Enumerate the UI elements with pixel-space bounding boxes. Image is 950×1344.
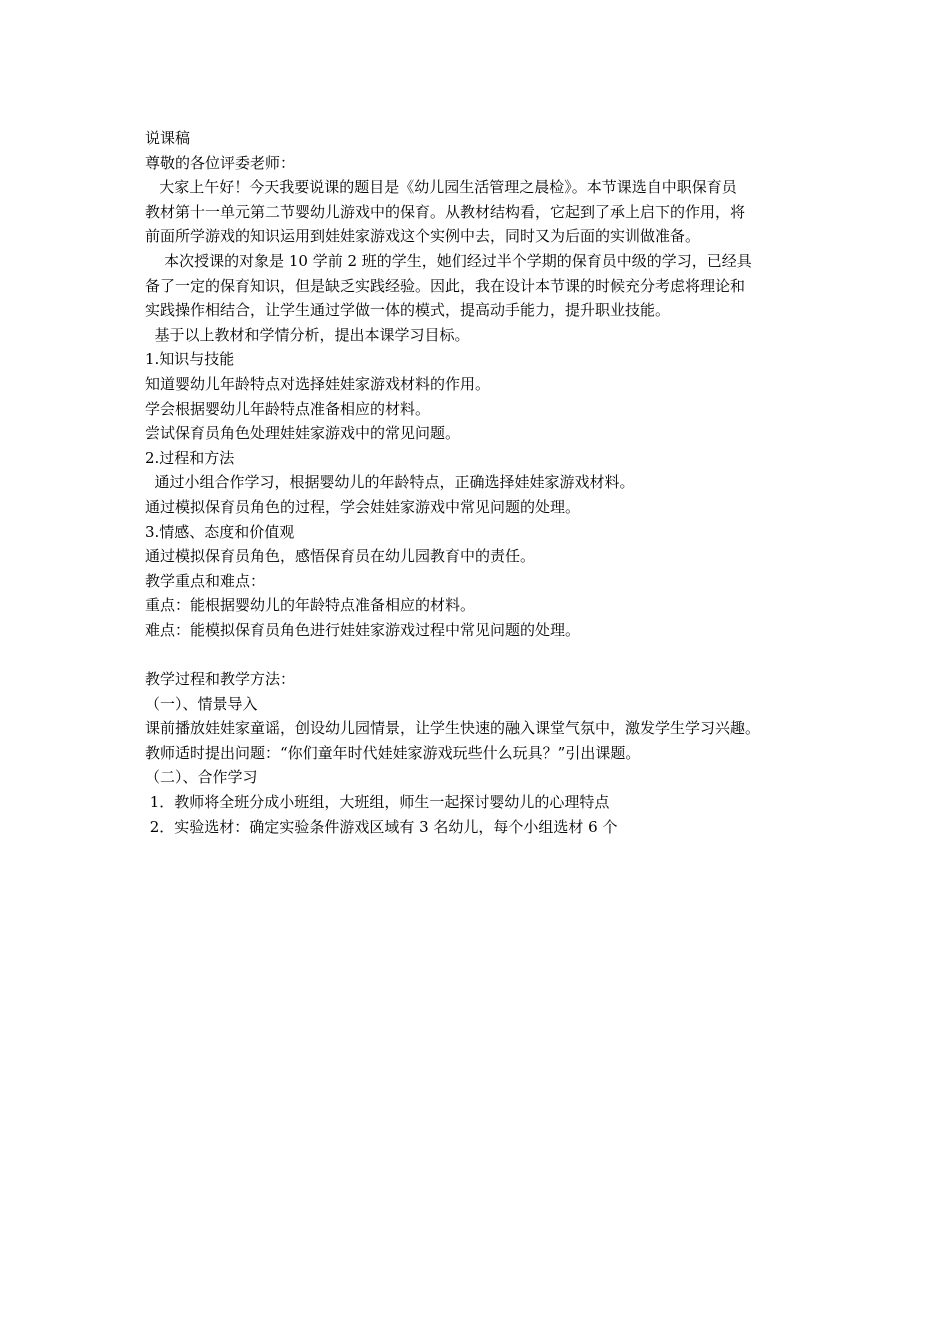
document-title: 说课稿: [145, 129, 191, 147]
paragraph-line: 课前播放娃娃家童谣，创设幼儿园情景，让学生快速的融入课堂气氛中，激发学生学习兴趣。: [145, 719, 761, 738]
paragraph-line: 教师适时提出问题：“你们童年时代娃娃家游戏玩些什么玩具？”引出课题。: [145, 743, 641, 762]
section-heading: 2.过程和方法: [145, 448, 235, 467]
list-item: 知道婴幼儿年龄特点对选择娃娃家游戏材料的作用。: [145, 374, 491, 393]
paragraph-line: 基于以上教材和学情分析，提出本课学习目标。: [145, 325, 470, 344]
list-item: 重点：能根据婴幼儿的年龄特点准备相应的材料。: [145, 596, 476, 615]
paragraph-line: 实践操作相结合，让学生通过学做一体的模式，提高动手能力，提升职业技能。: [145, 301, 671, 320]
paragraph-line: 前面所学游戏的知识运用到娃娃家游戏这个实例中去，同时又为后面的实训做准备。: [145, 227, 701, 246]
paragraph-line: 教材第十一单元第二节婴幼儿游戏中的保育。从教材结构看，它起到了承上启下的作用，将: [145, 202, 746, 221]
subsection-heading: （一）、情景导入: [145, 694, 258, 713]
blank-line: [145, 642, 810, 667]
list-item: 通过模拟保育员角色，感悟保育员在幼儿园教育中的责任。: [145, 547, 536, 566]
section-heading: 教学过程和教学方法：: [145, 670, 296, 689]
list-item: 尝试保育员角色处理娃娃家游戏中的常见问题。: [145, 424, 461, 443]
list-item: 难点：能模拟保育员角色进行娃娃家游戏过程中常见问题的处理。: [145, 620, 581, 639]
list-item: 通过模拟保育员角色的过程，学会娃娃家游戏中常见问题的处理。: [145, 497, 581, 516]
list-item: 学会根据婴幼儿年龄特点准备相应的材料。: [145, 399, 431, 418]
list-item: 通过小组合作学习，根据婴幼儿的年龄特点，正确选择娃娃家游戏材料。: [145, 473, 635, 492]
document-body: [145, 126, 810, 839]
paragraph-line: 本次授课的对象是 10 学前 2 班的学生，她们经过半个学期的保育员中级的学习，已经具: [145, 251, 752, 270]
paragraph-line: 大家上午好！今天我要说课的题目是《幼儿园生活管理之晨检》。本节课选自中职保育员: [145, 178, 737, 197]
subsection-heading: （二）、合作学习: [145, 768, 258, 787]
list-item: 1．教师将全班分成小班组，大班组，师生一起探讨婴幼儿的心理特点: [145, 793, 610, 812]
salutation: 尊敬的各位评委老师：: [145, 153, 296, 172]
section-heading: 3.情感、态度和价值观: [145, 522, 295, 541]
list-item: 2．实验选材：确定实验条件游戏区域有 3 名幼儿，每个小组选材 6 个: [145, 817, 618, 836]
section-heading: 1.知识与技能: [145, 350, 235, 369]
paragraph-line: 备了一定的保育知识，但是缺乏实践经验。因此，我在设计本节课的时候充分考虑将理论和: [145, 276, 746, 295]
section-heading: 教学重点和难点：: [145, 571, 266, 590]
